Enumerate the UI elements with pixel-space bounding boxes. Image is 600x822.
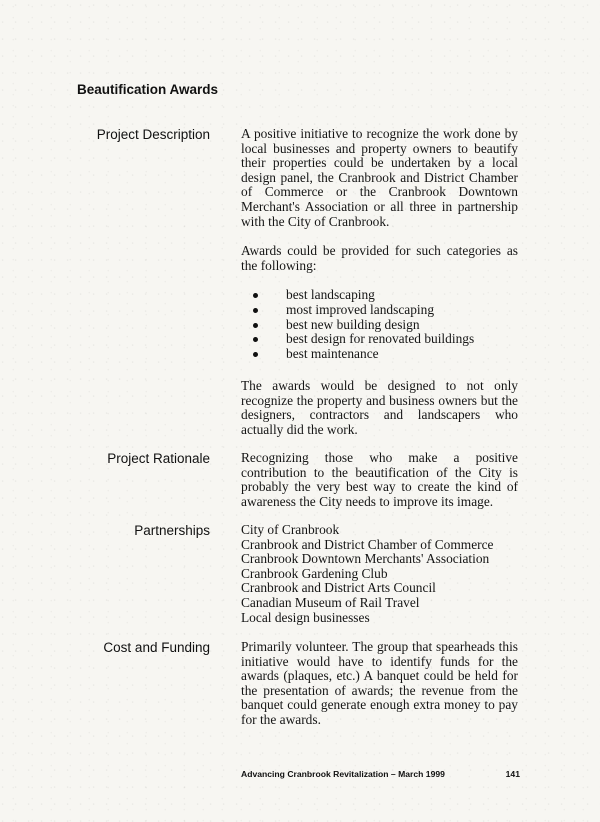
section-label-project-rationale: Project Rationale <box>107 451 210 466</box>
list-item: Local design businesses <box>241 609 370 625</box>
list-item: best maintenance <box>253 347 474 362</box>
bullet-icon <box>253 293 258 298</box>
page-title: Beautification Awards <box>77 82 219 97</box>
list-item: Cranbrook Gardening Club <box>241 565 388 581</box>
list-item: best landscaping <box>253 288 474 303</box>
list-item: Cranbrook and District Chamber of Commerce <box>241 536 494 552</box>
list-item: Cranbrook and District Arts Council <box>241 580 436 596</box>
list-item: Cranbrook Downtown Merchants' Association <box>241 551 490 567</box>
page-footer <box>241 769 520 779</box>
project-rationale-text: Recognizing those who make a positive contribution to the beautification of the City is probably the very best way to create the kind of awareness the City needs to improve its image. <box>241 450 518 509</box>
list-item: most improved landscaping <box>253 303 474 318</box>
page-number: 141 <box>505 769 520 779</box>
footer-text: Advancing Cranbrook Revitalization – March 1999 <box>241 769 445 779</box>
bullet-icon <box>253 323 258 328</box>
section-label-project-description: Project Description <box>96 127 210 142</box>
bullet-icon <box>253 337 258 342</box>
project-description-paragraph-3: The awards would be designed to not only recognize the property and business owners but the designers, contractors and landscapers who actually did the work. <box>241 378 518 437</box>
cost-and-funding-text: Primarily volunteer. The group that spearheads this initiative would have to identify funds for the awards (plaques, etc.) A banquet could be held for the presentation of awards; the revenue from the banquet could generate enough extra money to pay for the awards. <box>241 639 518 727</box>
list-item: best design for renovated buildings <box>253 332 474 347</box>
bullet-icon <box>253 352 258 357</box>
award-categories-list <box>253 288 474 362</box>
list-item: City of Cranbrook <box>241 522 340 537</box>
bullet-icon <box>253 308 258 313</box>
section-label-partnerships: Partnerships <box>134 523 210 538</box>
project-description-paragraph-1: A positive initiative to recognize the work done by local businesses and property owners to beautify their properties could be undertaken by a local design panel, the Cranbrook and District Chamber of Commerce or the Cranbrook Downtown Merchant's Association or all three in partnership with the City of Cranbrook. <box>241 126 518 229</box>
partnerships-list <box>241 523 494 625</box>
project-description-paragraph-2: Awards could be provided for such categories as the following: <box>241 243 518 273</box>
section-label-cost-and-funding: Cost and Funding <box>103 640 210 655</box>
list-item: Canadian Museum of Rail Travel <box>241 594 420 610</box>
list-item: best new building design <box>253 318 474 333</box>
